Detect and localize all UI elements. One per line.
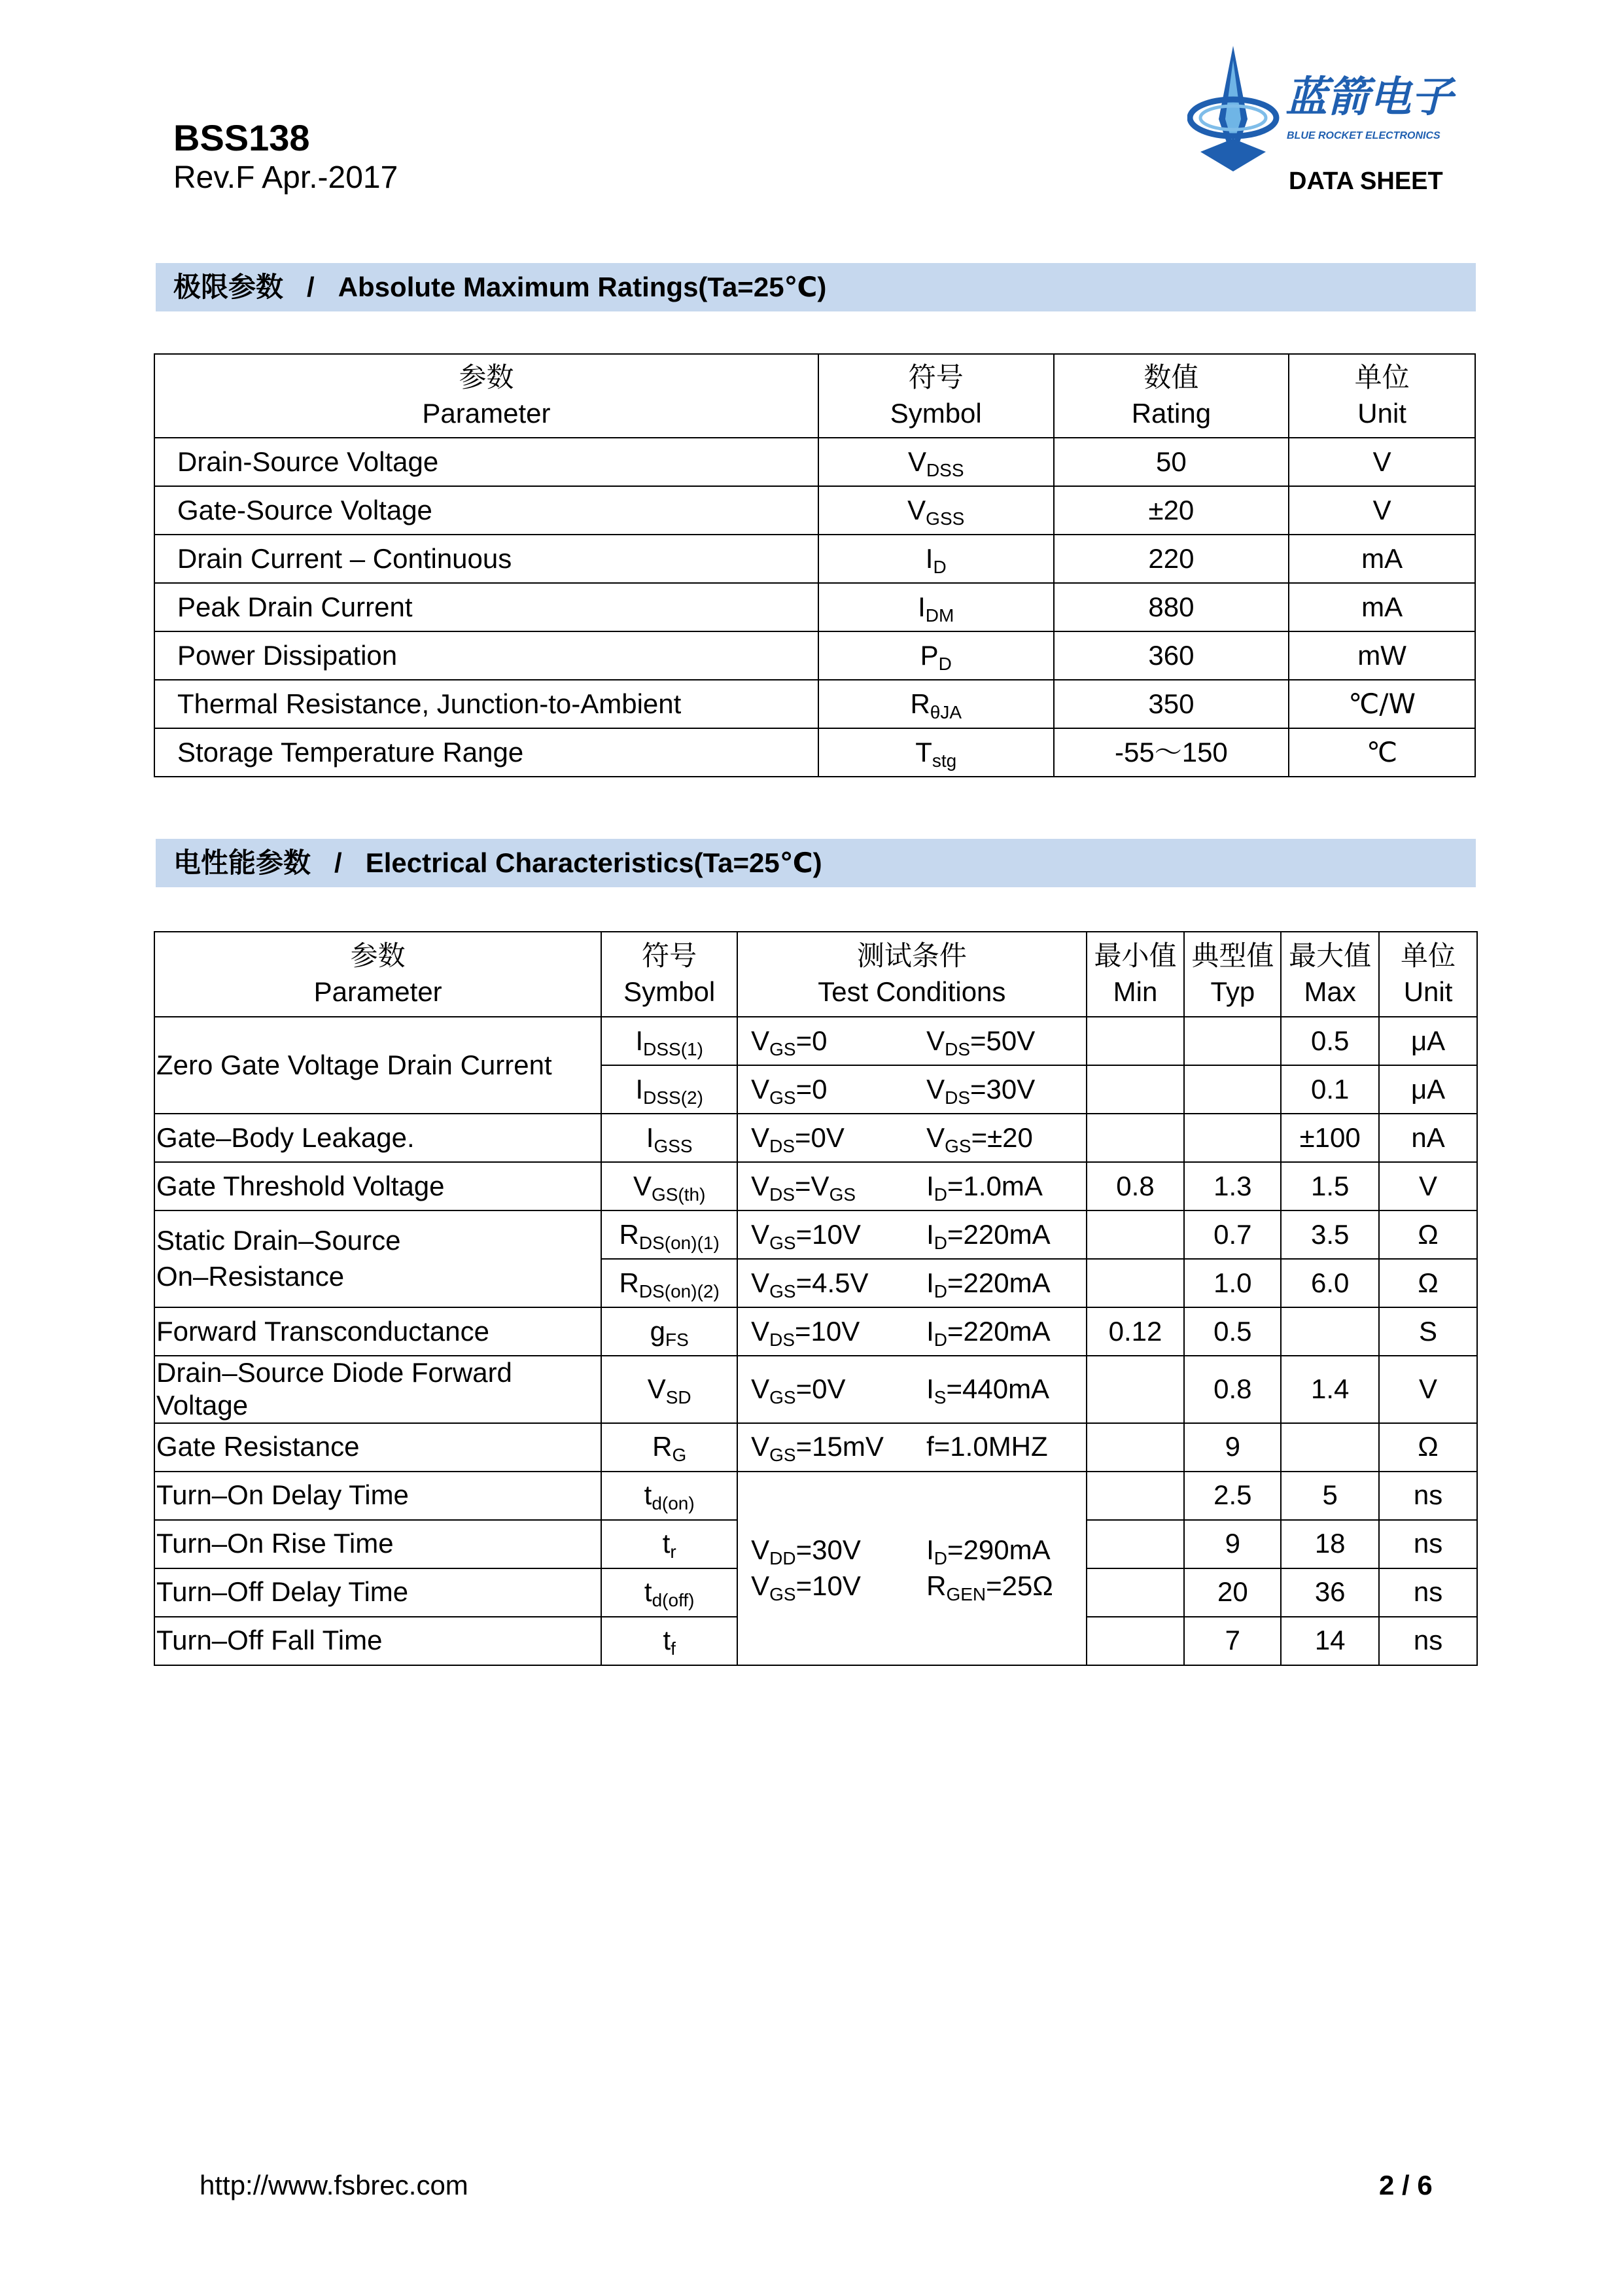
- max-cell: 1.4: [1281, 1356, 1379, 1423]
- min-cell: [1087, 1472, 1185, 1520]
- min-cell: [1087, 1114, 1185, 1162]
- symbol-cell: $I_D$: [818, 535, 1054, 583]
- param-cell: Power Dissipation: [154, 631, 818, 680]
- min-cell: 0.12: [1087, 1307, 1185, 1356]
- unit-cell: ℃/W: [1289, 680, 1475, 728]
- col-header-min: 最小值 Min: [1087, 932, 1185, 1017]
- table-row: [154, 1162, 1477, 1210]
- max-cell: 14: [1281, 1617, 1379, 1665]
- unit-cell: ns: [1379, 1568, 1477, 1617]
- max-cell: 36: [1281, 1568, 1379, 1617]
- typ-cell: 0.5: [1184, 1307, 1281, 1356]
- param-cell: Gate Resistance: [154, 1423, 601, 1472]
- table-row: [154, 1210, 1477, 1259]
- unit-cell: ns: [1379, 1472, 1477, 1520]
- symbol-cell: $P_D$: [818, 631, 1054, 680]
- table-header-row: [154, 354, 1475, 438]
- typ-cell: 1.0: [1184, 1259, 1281, 1307]
- col-header-max: 最大值 Max: [1281, 932, 1379, 1017]
- symbol-cell: $g_{FS}$: [601, 1307, 737, 1356]
- condition-cell: $V_{DS}=0V$ $V_{GS}=\pm 20$: [737, 1114, 1086, 1162]
- col-header-parameter: 参数 Parameter: [154, 932, 601, 1017]
- max-cell: 0.1: [1281, 1065, 1379, 1114]
- symbol-cell: $R_{DS(on)(2)}$: [601, 1259, 737, 1307]
- max-cell: [1281, 1423, 1379, 1472]
- section1-title-en: Absolute Maximum Ratings(Ta=25℃): [338, 272, 827, 302]
- condition-cell: $V_{GS}=0$ $V_{DS}=50V$: [737, 1017, 1086, 1065]
- typ-cell: 2.5: [1184, 1472, 1281, 1520]
- min-cell: [1087, 1520, 1185, 1568]
- unit-cell: mA: [1289, 535, 1475, 583]
- rating-cell: 880: [1054, 583, 1289, 631]
- param-cell: Forward Transconductance: [154, 1307, 601, 1356]
- symbol-cell: $R_{\theta JA}$: [818, 680, 1054, 728]
- table-row: [154, 486, 1475, 535]
- rating-cell: 50: [1054, 438, 1289, 486]
- logo-name-cn: 蓝箭电子: [1285, 73, 1453, 122]
- unit-cell: Ω: [1379, 1423, 1477, 1472]
- col-header-typ: 典型值 Typ: [1184, 932, 1281, 1017]
- condition-cell: $V_{GS}=0V$ $I_S=440mA$: [737, 1356, 1086, 1423]
- table-row: [154, 1017, 1477, 1065]
- unit-cell: ns: [1379, 1617, 1477, 1665]
- table-row: [154, 535, 1475, 583]
- param-cell: Drain–Source Diode Forward Voltage: [154, 1356, 601, 1423]
- symbol-cell: $R_{DS(on)(1)}$: [601, 1210, 737, 1259]
- param-cell: Zero Gate Voltage Drain Current: [154, 1017, 601, 1114]
- doc-type: DATA SHEET: [1289, 168, 1443, 195]
- symbol-cell: $I_{DM}$: [818, 583, 1054, 631]
- col-header-symbol: 符号 Symbol: [818, 354, 1054, 438]
- col-header-test-conditions: 测试条件 Test Conditions: [737, 932, 1086, 1017]
- table-row: [154, 1356, 1477, 1423]
- typ-cell: 9: [1184, 1423, 1281, 1472]
- param-cell: Gate Threshold Voltage: [154, 1162, 601, 1210]
- min-cell: 0.8: [1087, 1162, 1185, 1210]
- param-cell: Turn–On Delay Time: [154, 1472, 601, 1520]
- unit-cell: Ω: [1379, 1210, 1477, 1259]
- unit-cell: V: [1289, 438, 1475, 486]
- condition-cell: $V_{GS}=15mV$ f=1.0MHZ: [737, 1423, 1086, 1472]
- col-header-unit: 单位 Unit: [1379, 932, 1477, 1017]
- table-row: [154, 438, 1475, 486]
- unit-cell: μA: [1379, 1065, 1477, 1114]
- unit-cell: mW: [1289, 631, 1475, 680]
- typ-cell: 1.3: [1184, 1162, 1281, 1210]
- param-cell: Drain Current – Continuous: [154, 535, 818, 583]
- table-row: [154, 631, 1475, 680]
- symbol-cell: $I_{DSS(1)}$: [601, 1017, 737, 1065]
- rating-cell: 220: [1054, 535, 1289, 583]
- unit-cell: mA: [1289, 583, 1475, 631]
- symbol-cell: $I_{GSS}$: [601, 1114, 737, 1162]
- unit-cell: ns: [1379, 1520, 1477, 1568]
- symbol-cell: $V_{GSS}$: [818, 486, 1054, 535]
- max-cell: 6.0: [1281, 1259, 1379, 1307]
- max-cell: 18: [1281, 1520, 1379, 1568]
- absolute-max-table: [154, 353, 1476, 777]
- condition-cell: $V_{GS}=0$ $V_{DS}=30V$: [737, 1065, 1086, 1114]
- min-cell: [1087, 1568, 1185, 1617]
- unit-cell: Ω: [1379, 1259, 1477, 1307]
- min-cell: [1087, 1065, 1185, 1114]
- col-header-symbol: 符号 Symbol: [601, 932, 737, 1017]
- section2-sep: /: [334, 847, 342, 878]
- page-number: 2 / 6: [1379, 2170, 1433, 2200]
- min-cell: [1087, 1017, 1185, 1065]
- condition-cell: $V_{DS}=10V$ $I_D=220mA$: [737, 1307, 1086, 1356]
- unit-cell: V: [1379, 1162, 1477, 1210]
- unit-cell: V: [1379, 1356, 1477, 1423]
- typ-cell: 0.7: [1184, 1210, 1281, 1259]
- section2-heading: [156, 839, 1476, 887]
- condition-cell: $V_{GS}=10V$ $I_D=220mA$: [737, 1210, 1086, 1259]
- part-number: BSS138: [173, 117, 310, 158]
- symbol-cell: $t_f$: [601, 1617, 737, 1665]
- revision: Rev.F Apr.-2017: [173, 160, 398, 195]
- symbol-cell: $t_{d(on)}$: [601, 1472, 737, 1520]
- unit-cell: V: [1289, 486, 1475, 535]
- symbol-cell: $T_{stg}$: [818, 728, 1054, 777]
- min-cell: [1087, 1210, 1185, 1259]
- condition-cell: $V_{GS}=4.5V$ $I_D=220mA$: [737, 1259, 1086, 1307]
- symbol-cell: $V_{GS(th)}$: [601, 1162, 737, 1210]
- param-cell: Peak Drain Current: [154, 583, 818, 631]
- rating-cell: 360: [1054, 631, 1289, 680]
- param-cell: Turn–On Rise Time: [154, 1520, 601, 1568]
- param-cell: Turn–Off Fall Time: [154, 1617, 601, 1665]
- condition-cell: $V_{DS}=V_{GS}$ $I_D=1.0mA$: [737, 1162, 1086, 1210]
- max-cell: [1281, 1307, 1379, 1356]
- typ-cell: 20: [1184, 1568, 1281, 1617]
- symbol-cell: $t_r$: [601, 1520, 737, 1568]
- table-row: [154, 1472, 1477, 1520]
- min-cell: [1087, 1423, 1185, 1472]
- typ-cell: [1184, 1114, 1281, 1162]
- typ-cell: 0.8: [1184, 1356, 1281, 1423]
- table-row: [154, 1307, 1477, 1356]
- symbol-cell: $V_{SD}$: [601, 1356, 737, 1423]
- param-cell: Turn–Off Delay Time: [154, 1568, 601, 1617]
- rating-cell: -55～150: [1054, 728, 1289, 777]
- section1-title-cn: 极限参数: [173, 271, 284, 303]
- section1-sep: /: [307, 272, 315, 302]
- company-logo: [1187, 41, 1501, 171]
- col-header-rating: 数值 Rating: [1054, 354, 1289, 438]
- typ-cell: [1184, 1017, 1281, 1065]
- table-row: [154, 728, 1475, 777]
- section1-heading: [156, 263, 1476, 311]
- rating-cell: 350: [1054, 680, 1289, 728]
- table-header-row: [154, 932, 1477, 1017]
- max-cell: 3.5: [1281, 1210, 1379, 1259]
- section2-title-cn: 电性能参数: [173, 847, 311, 879]
- typ-cell: 9: [1184, 1520, 1281, 1568]
- unit-cell: nA: [1379, 1114, 1477, 1162]
- unit-cell: μA: [1379, 1017, 1477, 1065]
- website-url: http://www.fsbrec.com: [200, 2170, 468, 2200]
- logo-name-en: BLUE ROCKET ELECTRONICS: [1287, 130, 1440, 141]
- param-cell: Storage Temperature Range: [154, 728, 818, 777]
- table-row: [154, 1114, 1477, 1162]
- table-row: [154, 583, 1475, 631]
- table-row: [154, 680, 1475, 728]
- symbol-cell: $R_G$: [601, 1423, 737, 1472]
- max-cell: 5: [1281, 1472, 1379, 1520]
- typ-cell: 7: [1184, 1617, 1281, 1665]
- max-cell: ±100: [1281, 1114, 1379, 1162]
- switching-condition-cell: $V_{DD}=30V$ $I_D=290mA$ $V_{GS}=10V$ $R_{GEN}=25\Omega$: [737, 1472, 1086, 1665]
- symbol-cell: $I_{DSS(2)}$: [601, 1065, 737, 1114]
- max-cell: 1.5: [1281, 1162, 1379, 1210]
- electrical-characteristics-table: [154, 931, 1478, 1666]
- min-cell: [1087, 1259, 1185, 1307]
- param-cell: Thermal Resistance, Junction-to-Ambient: [154, 680, 818, 728]
- table-row: [154, 1423, 1477, 1472]
- col-header-parameter: 参数 Parameter: [154, 354, 818, 438]
- section2-title-en: Electrical Characteristics(Ta=25℃): [365, 847, 822, 878]
- typ-cell: [1184, 1065, 1281, 1114]
- param-cell: Static Drain–Source On–Resistance: [154, 1210, 601, 1307]
- symbol-cell: $t_{d(off)}$: [601, 1568, 737, 1617]
- col-header-unit: 单位 Unit: [1289, 354, 1475, 438]
- min-cell: [1087, 1617, 1185, 1665]
- symbol-cell: $V_{DSS}$: [818, 438, 1054, 486]
- max-cell: 0.5: [1281, 1017, 1379, 1065]
- unit-cell: S: [1379, 1307, 1477, 1356]
- param-cell: Gate–Body Leakage.: [154, 1114, 601, 1162]
- rating-cell: ±20: [1054, 486, 1289, 535]
- min-cell: [1087, 1356, 1185, 1423]
- param-cell: Drain-Source Voltage: [154, 438, 818, 486]
- param-cell: Gate-Source Voltage: [154, 486, 818, 535]
- unit-cell: ℃: [1289, 728, 1475, 777]
